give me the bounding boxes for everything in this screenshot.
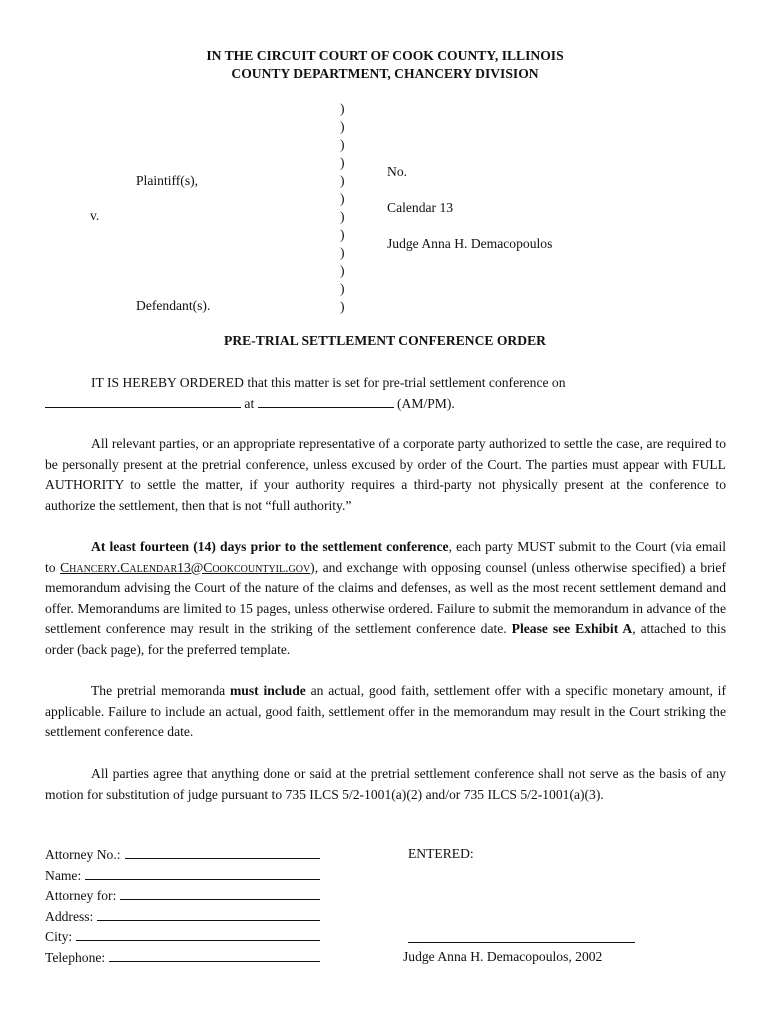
ampm-label: (AM/PM). <box>397 396 455 411</box>
field-label: City: <box>45 929 73 945</box>
field-label: Name: <box>45 867 82 883</box>
exhibit-reference: Please see Exhibit A <box>511 621 633 637</box>
field-line[interactable] <box>120 887 320 900</box>
time-blank <box>258 396 394 408</box>
offer-text-b: an actual, good faith, settlement offer with a specific monetary amount, if applicable. Failure to include an actual, good faith, settlement offer in the memorandum may result in the Court striking the settlement conference date. <box>45 683 726 740</box>
court-name: IN THE CIRCUIT COURT OF COOK COUNTY, ILLINOIS <box>206 48 564 63</box>
paragraph-substitution <box>45 764 726 805</box>
paren: ) <box>340 173 345 188</box>
defendant-label: Defendant(s). <box>136 298 211 313</box>
judge-label: Judge Anna H. Demacopoulos <box>387 236 553 251</box>
memo-text-a: , each party MUST submit to the Court (via email to <box>45 539 726 575</box>
city-field <box>45 928 320 949</box>
paragraph-authority <box>45 434 726 516</box>
paren: ) <box>340 137 345 152</box>
paren: ) <box>340 119 345 134</box>
versus-label: v. <box>90 208 100 223</box>
order-title: PRE-TRIAL SETTLEMENT CONFERENCE ORDER <box>224 333 546 348</box>
paragraph-memorandum <box>45 537 726 661</box>
attorney-for-field <box>45 887 320 908</box>
judge-signature-name: Judge Anna H. Demacopoulos, 2002 <box>403 949 603 964</box>
offer-text-a: The pretrial memoranda <box>91 683 230 698</box>
telephone-field <box>45 949 320 970</box>
at-label: at <box>244 396 255 411</box>
case-number-label: No. <box>387 164 408 179</box>
court-email-link[interactable]: Chancery.Calendar13@Cookcountyil.gov <box>60 559 311 575</box>
paragraph-offer <box>45 681 726 743</box>
field-label: Address: <box>45 908 94 924</box>
memo-text-b: ), and exchange with opposing counsel (unless otherwise specified) a brief memorandum advising the Court of the nature of the claims and defenses, as well as the most recent settlement demand and offer. Memorandums are limited to 15 pages, unless otherwise ordered. Failure to submit the memorandum in advance of the settlement conference may result in the striking of the settlement conference date. <box>45 559 726 637</box>
date-blank <box>45 396 241 408</box>
paren: ) <box>340 263 345 278</box>
field-label: Telephone: <box>45 950 106 965</box>
deadline-text: At least fourteen (14) days prior to the settlement conference <box>91 539 449 554</box>
paren: ) <box>340 245 345 260</box>
attorney-number-field <box>45 846 320 867</box>
date-time-line <box>45 396 455 412</box>
field-line[interactable] <box>125 846 320 859</box>
caption-paren-column <box>340 100 352 316</box>
field-label: Attorney No.: <box>45 847 121 862</box>
memo-text-c: , attached to this order (back page), for the preferred template. <box>45 621 726 657</box>
plaintiff-label: Plaintiff(s), <box>136 173 199 188</box>
field-label: Attorney for: <box>45 888 117 904</box>
order-line: IT IS HEREBY ORDERED that this matter is set for pre-trial settlement conference on <box>91 375 566 390</box>
substitution-text: All parties agree that anything done or said at the pretrial settlement conference shall not serve as the basis of any motion for substitution of judge pursuant to 735 ILCS 5/2-1001(a)(2) and/or 735 ILCS 5/2-1001(a)(3). <box>45 766 726 802</box>
entered-label: ENTERED: <box>408 846 474 861</box>
paren: ) <box>340 191 345 206</box>
judge-signature-line <box>408 942 635 943</box>
paren: ) <box>340 281 345 296</box>
paren: ) <box>340 227 345 242</box>
paragraph-authority-text: All relevant parties, or an appropriate representative of a corporate party authorized to settle the case, are required to be personally present at the pretrial conference, unless excused by order of the Court. The parties must appear with FULL AUTHORITY to settle the matter, if your authority requires a third-party not physically present at the conference to authorize the settlement, then that is not “full authority.” <box>45 436 726 513</box>
paren: ) <box>340 299 345 314</box>
field-line[interactable] <box>76 928 320 941</box>
paren: ) <box>340 155 345 170</box>
attorney-name-field <box>45 867 320 888</box>
paren: ) <box>340 101 345 116</box>
paren: ) <box>340 209 345 224</box>
must-include-text: must include <box>229 683 306 698</box>
field-line[interactable] <box>109 949 320 962</box>
field-line[interactable] <box>85 867 320 880</box>
calendar-label: Calendar 13 <box>387 200 454 215</box>
address-field <box>45 908 320 929</box>
court-division: COUNTY DEPARTMENT, CHANCERY DIVISION <box>231 66 539 81</box>
field-line[interactable] <box>97 908 320 921</box>
